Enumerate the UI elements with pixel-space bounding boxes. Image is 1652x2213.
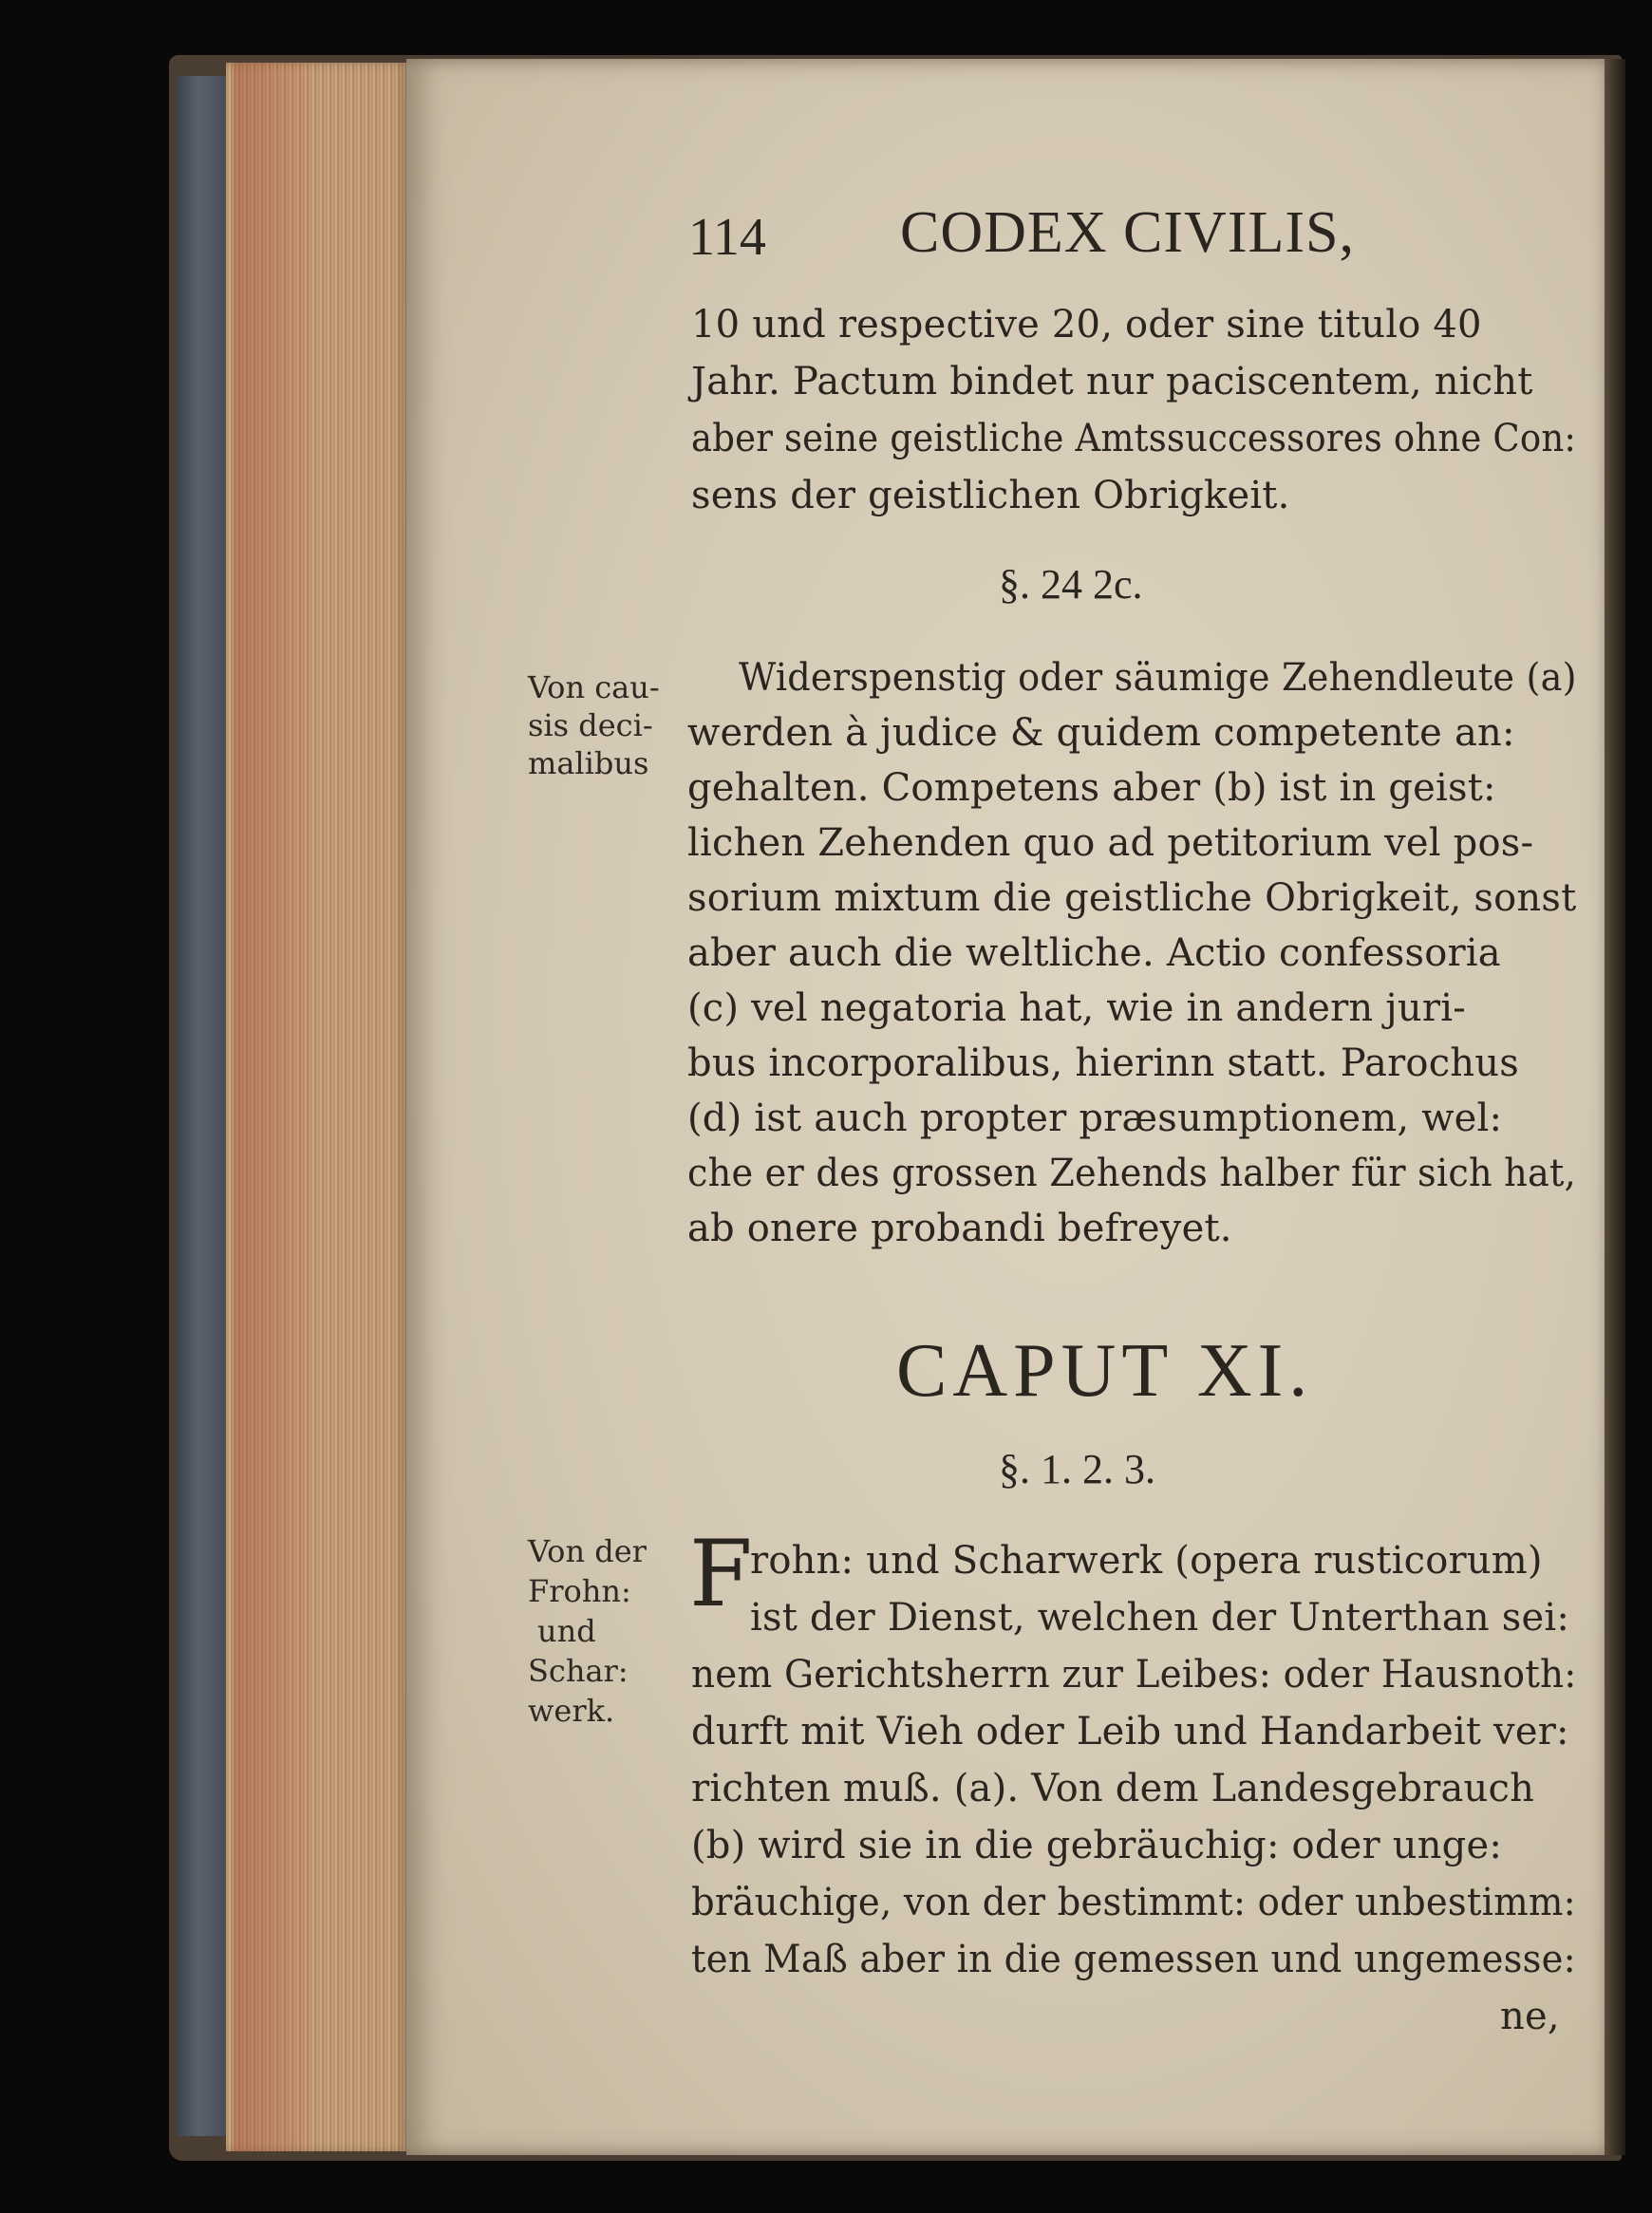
chapter-title: CAPUT XI.: [896, 1329, 1314, 1413]
drop-capital: F: [689, 1521, 753, 1627]
text-line: rohn: und Scharwerk (opera rusticorum): [750, 1539, 1543, 1583]
text-line: gehalten. Competens aber (b) ist in geist:: [687, 766, 1496, 810]
margin-note-line: werk.: [528, 1693, 615, 1729]
text-line: aber seine geistliche Amtssuccessores ohne Con:: [691, 417, 1577, 460]
text-line: richten muß. (a). Von dem Landesgebrauch: [691, 1767, 1535, 1810]
catchword: ne,: [1500, 1995, 1560, 2038]
text-line: bräuchige, von der bestimmt: oder unbestimm:: [691, 1881, 1576, 1924]
text-line: aber auch die weltliche. Actio confessoria: [687, 931, 1501, 975]
page-edges-stain: [234, 63, 310, 2151]
text-line: nem Gerichtsherrn zur Leibes: oder Hausnoth:: [691, 1653, 1577, 1697]
margin-note-line: sis deci-: [528, 707, 653, 743]
text-line: durft mit Vieh oder Leib und Handarbeit ver:: [691, 1710, 1569, 1754]
text-line: Widerspenstig oder säumige Zehendleute (a): [739, 656, 1577, 700]
text-line: Jahr. Pactum bindet nur paciscentem, nicht: [691, 360, 1533, 403]
margin-note-line: Von der: [528, 1533, 647, 1569]
section-heading: §. 24 2c.: [999, 561, 1143, 608]
text-line: lichen Zehenden quo ad petitorium vel pos-: [687, 821, 1534, 865]
book-gutter: [1605, 59, 1625, 2155]
margin-note-line: Frohn:: [528, 1573, 631, 1609]
text-line: ist der Dienst, welchen der Unterthan sei:: [750, 1596, 1570, 1640]
text-line: 10 und respective 20, oder sine titulo 40: [691, 303, 1482, 347]
margin-note-line: Von cau-: [528, 669, 660, 705]
text-line: sens der geistlichen Obrigkeit.: [691, 474, 1290, 517]
text-line: (c) vel negatoria hat, wie in andern juri-: [687, 986, 1466, 1030]
text-line: (b) wird sie in die gebräuchig: oder unge:: [691, 1824, 1503, 1867]
page-number: 114: [688, 208, 766, 267]
margin-note-line: malibus: [528, 745, 649, 781]
section-heading: §. 1. 2. 3.: [999, 1446, 1155, 1492]
text-line: ten Maß aber in die gemessen und ungemesse:: [691, 1938, 1576, 1981]
text-line: sorium mixtum die geistliche Obrigkeit, sonst: [687, 876, 1577, 920]
text-line: (d) ist auch propter præsumptionem, wel:: [687, 1097, 1503, 1140]
text-line: bus incorporalibus, hierinn statt. Parochus: [687, 1041, 1519, 1085]
margin-note-line: und: [537, 1613, 596, 1649]
text-line: werden à judice & quidem competente an:: [687, 711, 1515, 755]
text-line: che er des grossen Zehends halber für sich hat,: [687, 1152, 1576, 1195]
margin-note-line: Schar:: [528, 1653, 629, 1689]
text-line: ab onere probandi befreyet.: [687, 1207, 1232, 1250]
running-title: CODEX CIVILIS,: [900, 200, 1355, 265]
